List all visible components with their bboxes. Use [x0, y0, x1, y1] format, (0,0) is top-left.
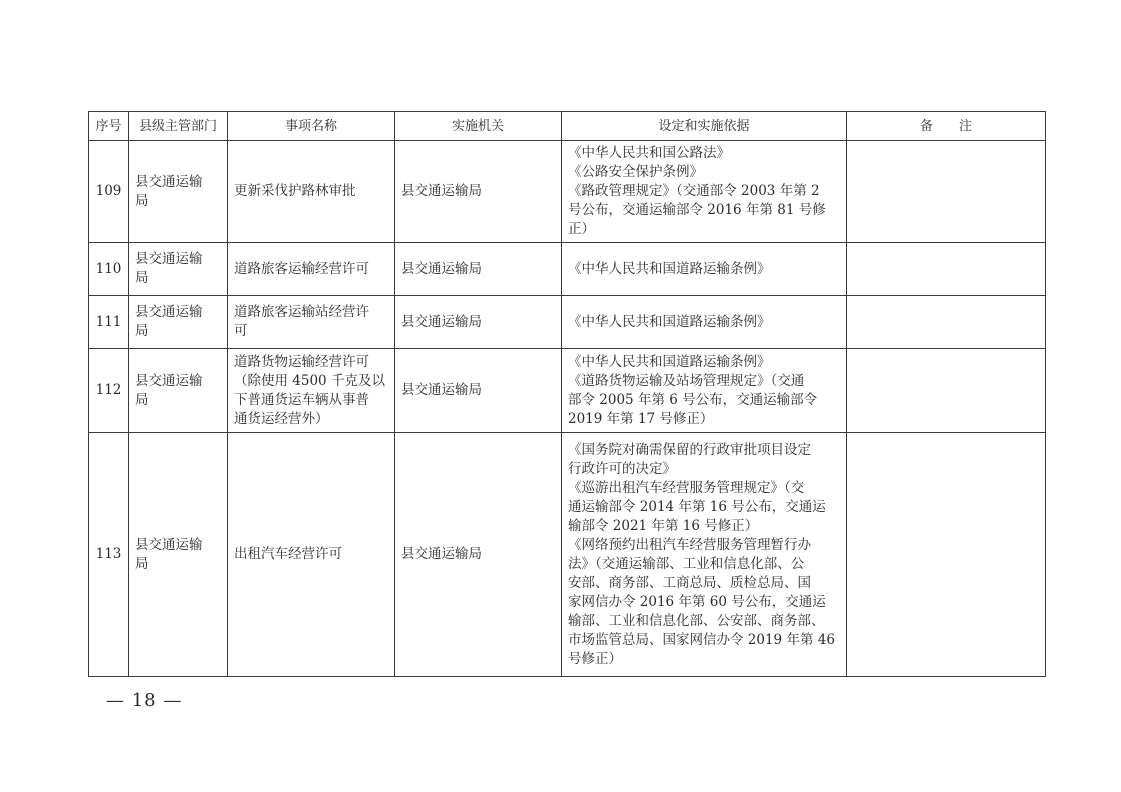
- cell-line: 市场监管总局、国家网信办令 2019 年第 46: [568, 631, 835, 648]
- cell-line: 输部令 2021 年第 16 号修正）: [568, 517, 759, 534]
- cell-line: 县交通运输: [135, 304, 203, 320]
- row-number: 113: [89, 433, 129, 677]
- cell-line: 局: [135, 323, 149, 339]
- cell-line: 《公路安全保护条例》: [568, 164, 703, 180]
- item-name-cell: [228, 141, 395, 243]
- dept-cell: [129, 296, 228, 349]
- item-name-cell: [228, 349, 395, 433]
- cell-line: 2019 年第 17 号修正）: [568, 410, 714, 427]
- items-table: [88, 111, 1046, 677]
- header-agency: 实施机关: [395, 112, 562, 141]
- page-number: — 18 —: [106, 690, 183, 711]
- agency-cell: 县交通运输局: [395, 141, 562, 243]
- agency-cell: 县交通运输局: [395, 243, 562, 296]
- table-body: [89, 141, 1046, 677]
- cell-line: 《中华人民共和国公路法》: [568, 145, 730, 161]
- cell-line: 通运输部令 2014 年第 16 号公布，交通运: [568, 498, 826, 515]
- remark-cell: [847, 349, 1046, 433]
- table-header-row: [89, 112, 1046, 141]
- cell-line: 局: [135, 270, 149, 286]
- item-name-cell: [228, 296, 395, 349]
- cell-line: 县交通运输: [135, 173, 203, 190]
- cell-line: 县交通运输: [135, 251, 203, 267]
- cell-line: 《路政管理规定》（交通部令 2003 年第 2: [568, 183, 820, 199]
- cell-line: 道路旅客运输经营许可: [234, 260, 369, 277]
- dept-cell: [129, 433, 228, 677]
- cell-line: 《网络预约出租汽车经营服务管理暂行办: [568, 536, 811, 553]
- dept-cell: [129, 349, 228, 433]
- agency-cell: 县交通运输局: [395, 296, 562, 349]
- cell-line: 正）: [568, 221, 595, 237]
- basis-cell: [562, 296, 847, 349]
- header-name: 事项名称: [228, 112, 395, 141]
- basis-cell: [562, 433, 847, 677]
- row-number: 109: [89, 141, 129, 243]
- remark-cell: [847, 141, 1046, 243]
- cell-line: 输部、工业和信息化部、公安部、商务部、: [568, 612, 825, 629]
- row-number: 112: [89, 349, 129, 433]
- item-name-cell: [228, 243, 395, 296]
- basis-cell: [562, 243, 847, 296]
- cell-line: 通货运经营外）: [234, 410, 329, 427]
- cell-line: （除使用 4500 千克及以: [234, 372, 385, 389]
- cell-line: 号公布，交通运输部令 2016 年第 81 号修: [568, 202, 826, 218]
- row-number: 111: [89, 296, 129, 349]
- cell-line: 《中华人民共和国道路运输条例》: [568, 353, 771, 370]
- cell-line: 法》（交通运输部、工业和信息化部、公: [568, 555, 805, 572]
- cell-line: 《道路货物运输及站场管理规定》（交通: [568, 372, 805, 389]
- cell-line: 局: [135, 555, 149, 572]
- agency-cell: 县交通运输局: [395, 349, 562, 433]
- cell-line: 《巡游出租汽车经营服务管理规定》（交: [568, 479, 805, 496]
- table-row: [89, 243, 1046, 296]
- cell-line: 部令 2005 年第 6 号公布，交通运输部令: [568, 391, 818, 408]
- table-row: [89, 349, 1046, 433]
- cell-line: 道路货物运输经营许可: [234, 353, 369, 370]
- dept-cell: [129, 243, 228, 296]
- header-dept: 县级主管部门: [129, 112, 228, 141]
- cell-line: 县交通运输: [135, 536, 203, 553]
- table-row: [89, 141, 1046, 243]
- cell-line: 《国务院对确需保留的行政审批项目设定: [568, 441, 811, 458]
- cell-line: 局: [135, 391, 149, 408]
- cell-line: 可: [234, 323, 248, 339]
- cell-line: 更新采伐护路林审批: [234, 183, 356, 199]
- basis-cell: [562, 349, 847, 433]
- cell-line: 下普通货运车辆从事普: [234, 391, 369, 408]
- cell-line: 号修正）: [568, 650, 622, 667]
- basis-cell: [562, 141, 847, 243]
- cell-line: 行政许可的决定》: [568, 460, 676, 477]
- dept-cell: [129, 141, 228, 243]
- agency-cell: 县交通运输局: [395, 433, 562, 677]
- cell-line: 家网信办令 2016 年第 60 号公布，交通运: [568, 593, 826, 610]
- cell-line: 出租汽车经营许可: [234, 546, 342, 562]
- remark-cell: [847, 296, 1046, 349]
- item-name-cell: [228, 433, 395, 677]
- cell-line: 县交通运输: [135, 372, 203, 389]
- row-number: 110: [89, 243, 129, 296]
- cell-line: 《中华人民共和国道路运输条例》: [568, 260, 771, 277]
- header-basis: 设定和实施依据: [562, 112, 847, 141]
- cell-line: 安部、商务部、工商总局、质检总局、国: [568, 574, 811, 591]
- table-row: [89, 433, 1046, 677]
- cell-line: 《中华人民共和国道路运输条例》: [568, 313, 771, 330]
- cell-line: 道路旅客运输站经营许: [234, 304, 369, 320]
- header-no: 序号: [89, 112, 129, 141]
- table-row: [89, 296, 1046, 349]
- remark-cell: [847, 243, 1046, 296]
- header-remark: 备 注: [847, 112, 1046, 141]
- cell-line: 局: [135, 192, 149, 209]
- remark-cell: [847, 433, 1046, 677]
